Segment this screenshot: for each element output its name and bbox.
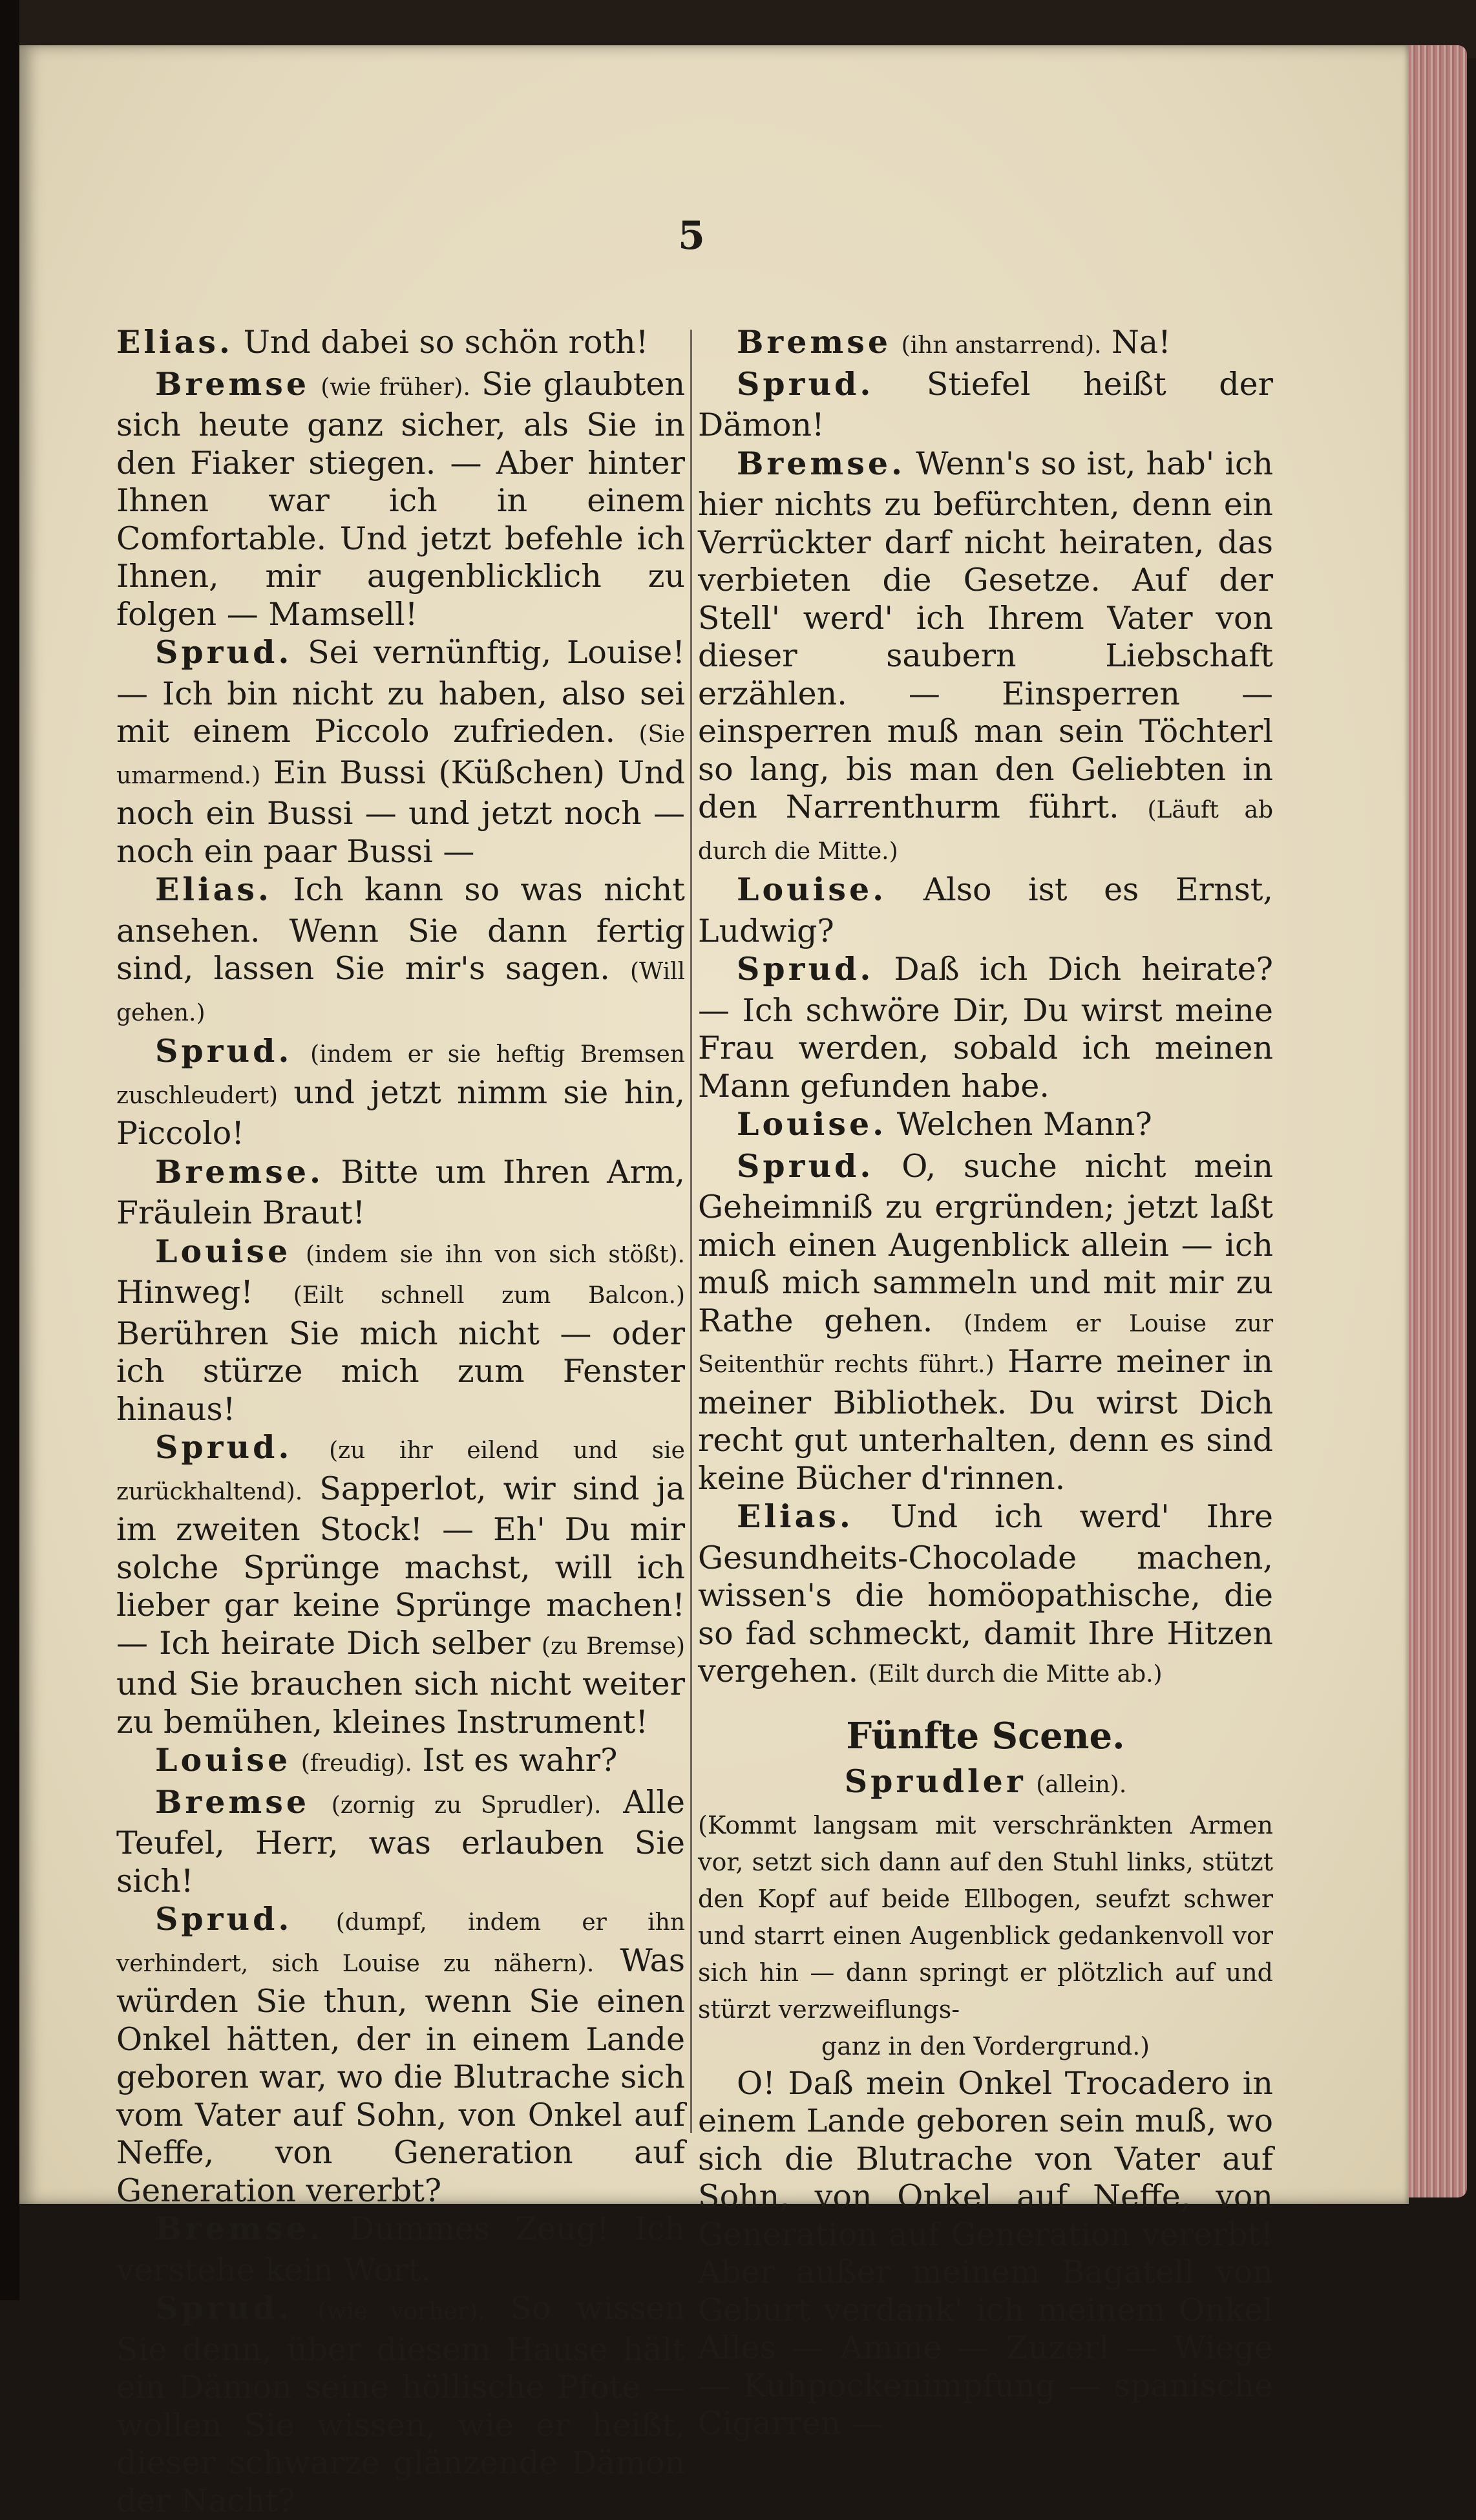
dialogue-text: Harre meiner in meiner Bibliothek. Du wirst Dich recht gut unterhalten, denn es sind keine Bücher d'rinnen. xyxy=(698,1343,1273,1497)
dialogue-line xyxy=(698,365,1273,445)
speaker-name: Elias. xyxy=(737,1498,854,1535)
dialogue-text: Berühren Sie mich nicht — oder ich stürze mich zum Fenster hinaus! xyxy=(116,1315,685,1428)
stage-direction-inline: (Läuft ab durch die Mitte.) xyxy=(698,797,1273,865)
stage-direction-inline: (ihn anstarrend). xyxy=(901,332,1102,359)
speaker-name: Sprud. xyxy=(737,1147,874,1185)
book-page xyxy=(19,45,1409,2519)
speaker-name: Sprud. xyxy=(155,1428,293,1466)
dialogue-line xyxy=(116,365,685,634)
stage-direction-inline: (indem sie ihn von sich stößt). xyxy=(305,1241,685,1268)
monologue: O! Daß mein Onkel Trocadero in einem Lande geboren sein muß, wo sich die Blutrache von Vater auf Sohn, von Onkel auf Neffe, von Generation auf Generation vererbt! Aber außer meinem Bagatell von Geburt verdank' ich meinem Onkel Alles — Amme — Zuzerl — Wiege — Kuhpockenimpfung — spanische Cigarren — xyxy=(698,2064,1273,2442)
dialogue-line xyxy=(116,1783,685,1901)
dialogue-line xyxy=(116,1153,685,1233)
dialogue-text: So wissen Sie denn, über diesem Hause hält ein Dämon seine höllische Pfote — wollen Sie wissen, wie er heißt, dieser schwarze glänzende Dämon der Nacht? xyxy=(116,2290,686,2519)
speaker-name: Sprud. xyxy=(155,1032,293,1070)
dialogue-line xyxy=(698,1147,1273,1498)
dialogue-line xyxy=(116,1428,685,1741)
speaker-name: Sprud. xyxy=(155,2289,293,2327)
speaker-name: Louise xyxy=(155,1741,291,1779)
dialogue-text: Stiefel heißt der Dämon! xyxy=(698,365,1273,443)
stage-direction-end: ganz in den Vordergrund.) xyxy=(821,2031,1150,2060)
speaker-name: Bremse xyxy=(155,1783,310,1821)
dialogue-text: Daß ich Dich heirate? — Ich schwöre Dir, Du wirst meine Frau werden, sobald ich meinen Mann gefunden habe. xyxy=(698,951,1274,1105)
dialogue-text: Sei vernünftig, Louise! — Ich bin nicht zu haben, also sei mit einem Piccolo zufrieden. xyxy=(116,634,685,750)
speaker-name: Elias. xyxy=(155,871,272,908)
dialogue-text: Dummes Zeug! Ich verstehe kein Wort. xyxy=(116,2210,685,2289)
speaker-name: Bremse. xyxy=(155,1152,324,1191)
dialogue-text: Na! xyxy=(1112,324,1171,361)
scene-speaker-direction: (allein). xyxy=(1036,1772,1127,1798)
page-number: 5 xyxy=(678,213,705,259)
dialogue-line xyxy=(698,323,1273,365)
right-column-dialogue xyxy=(698,323,1273,1694)
speaker-name: Sprud. xyxy=(737,365,874,403)
dialogue-text: Ist es wahr? xyxy=(422,1742,618,1779)
dialogue-text: Alle Teufel, Herr, was erlauben Sie sich! xyxy=(116,1783,685,1900)
dialogue-text: Und ich werd' Ihre Gesundheits-Chocolade machen, wissen's die homöopathische, die so fad schmeckt, damit Ihre Hitzen vergehen. xyxy=(698,1498,1274,1689)
left-column xyxy=(116,323,685,2520)
dialogue-line xyxy=(116,323,685,365)
dialogue-line xyxy=(698,871,1273,950)
dialogue-line xyxy=(698,1105,1273,1147)
dialogue-line xyxy=(698,1498,1273,1694)
dialogue-text: und jetzt nimm sie hin, Piccolo! xyxy=(116,1074,686,1152)
dialogue-text: Sie glaubten sich heute ganz sicher, als Sie in den Fiaker stiegen. — Aber hinter Ihnen war ich in einem Comfortable. Und jetzt befehle ich Ihnen, mir augenblicklich zu folgen — Mamsell! xyxy=(116,365,685,633)
speaker-name: Bremse. xyxy=(155,2210,324,2247)
dialogue-line xyxy=(116,1233,685,1429)
page-edges xyxy=(1402,45,1467,2197)
stage-direction-inline: (Eilt schnell zum Balcon.) xyxy=(293,1282,686,1309)
speaker-name: Louise. xyxy=(737,1105,887,1143)
stage-direction-inline: (Eilt durch die Mitte ab.) xyxy=(868,1661,1163,1688)
dialogue-text: Und dabei so schön roth! xyxy=(243,324,649,361)
column-divider xyxy=(690,330,692,2133)
speaker-name: Louise. xyxy=(737,871,887,908)
speaker-name: Bremse xyxy=(155,365,310,403)
stage-direction-inline: (wie früher). xyxy=(321,374,470,401)
dialogue-text: Bitte um Ihren Arm, Fräulein Braut! xyxy=(116,1153,685,1231)
stage-direction-inline: (indem er sie heftig Bremsen zuschleudert) xyxy=(116,1041,685,1109)
dialogue-text: O, suche nicht mein Geheimniß zu ergründen; jetzt laßt mich einen Augenblick allein — ich muß mich sammeln und mit mir zu Rathe gehen. xyxy=(698,1147,1274,1339)
book-binding-left xyxy=(0,0,19,2300)
speaker-name: Sprud. xyxy=(155,633,293,671)
speaker-name: Louise xyxy=(155,1232,291,1270)
stage-direction-inline: (dumpf, indem er ihn verhindert, sich Louise zu nähern). xyxy=(116,1909,686,1977)
speaker-name: Bremse. xyxy=(737,444,906,482)
dialogue-line xyxy=(116,1741,685,1783)
dialogue-line xyxy=(698,950,1273,1105)
dialogue-text: Welchen Mann? xyxy=(896,1106,1152,1143)
dialogue-text: und Sie brauchen sich nicht weiter zu bemühen, kleines Instrument! xyxy=(116,1666,685,1741)
dialogue-text: Ein Bussi (Küßchen) Und noch ein Bussi — und jetzt noch — noch ein paar Bussi — xyxy=(116,754,685,870)
stage-direction-inline: (zu Bremse) xyxy=(541,1633,686,1660)
dialogue-line xyxy=(116,2289,685,2520)
scene-title: Fünfte Scene. xyxy=(846,1714,1125,1757)
stage-direction-inline: (zu ihr eilend und sie zurückhaltend). xyxy=(116,1437,685,1505)
stage-direction-inline: (wie vorher). xyxy=(317,2298,485,2325)
dialogue-line xyxy=(698,445,1273,871)
dialogue-line xyxy=(116,2210,685,2289)
dialogue-text: Wenn's so ist, hab' ich hier nichts zu befürchten, denn ein Verrückter darf nicht heiraten, das verbieten die Gesetze. Auf der Stell' werd' ich Ihrem Vater von dieser saubern Liebschaft erzählen. — Einsperren — einsperren muß man sein Töchterl so lang, bis man den Geliebten in den Narrenthurm führt. xyxy=(698,445,1274,825)
stage-direction-inline: (zornig zu Sprudler). xyxy=(331,1792,602,1819)
speaker-name: Sprud. xyxy=(155,1900,293,1938)
scene-speaker xyxy=(698,1763,1273,1805)
stage-direction-inline: (Will gehen.) xyxy=(116,958,686,1026)
dialogue-line xyxy=(116,871,685,1032)
scene-speaker-name: Sprudler xyxy=(844,1763,1026,1800)
dialogue-text: Hinweg! xyxy=(116,1274,253,1311)
speaker-name: Bremse xyxy=(737,323,892,361)
speaker-name: Sprud. xyxy=(737,950,874,988)
dialogue-text: Sapperlot, wir sind ja im zweiten Stock! — Eh' Du mir solche Sprünge machst, will ich lieber gar keine Sprünge machen! — Ich heirate Dich selber xyxy=(116,1470,685,1662)
dialogue-line xyxy=(116,1032,685,1153)
dialogue-text: Also ist es Ernst, Ludwig? xyxy=(698,871,1274,949)
stage-direction: (Kommt langsam mit verschränkten Armen vor, setzt sich dann auf den Stuhl links, stützt den Kopf auf beide Ellbogen, seufzt schwer und starrt einen Augenblick gedankenvoll vor sich hin — dann springt er plötzlich auf und stürzt verzweiflungs- xyxy=(698,1810,1273,2024)
stage-direction-inline: (freudig). xyxy=(300,1750,412,1777)
dialogue-line xyxy=(116,1900,685,2210)
dialogue-line xyxy=(116,633,685,871)
stage-direction-inline: (Sie umarmend.) xyxy=(116,721,686,789)
right-column xyxy=(698,323,1273,2443)
dialogue-text: Ich kann so was nicht ansehen. Wenn Sie dann fertig sind, lassen Sie mir's sagen. xyxy=(116,871,685,987)
speaker-name: Elias. xyxy=(116,323,233,361)
stage-direction-inline: (Indem er Louise zur Seitenthür rechts führt.) xyxy=(698,1310,1274,1378)
dialogue-text: Was würden Sie thun, wenn Sie einen Onkel hätten, der in einem Lande geboren war, wo die Blutrache sich vom Vater auf Sohn, von Onkel auf Neffe, von Generation auf Generation vererbt? xyxy=(116,1942,686,2209)
